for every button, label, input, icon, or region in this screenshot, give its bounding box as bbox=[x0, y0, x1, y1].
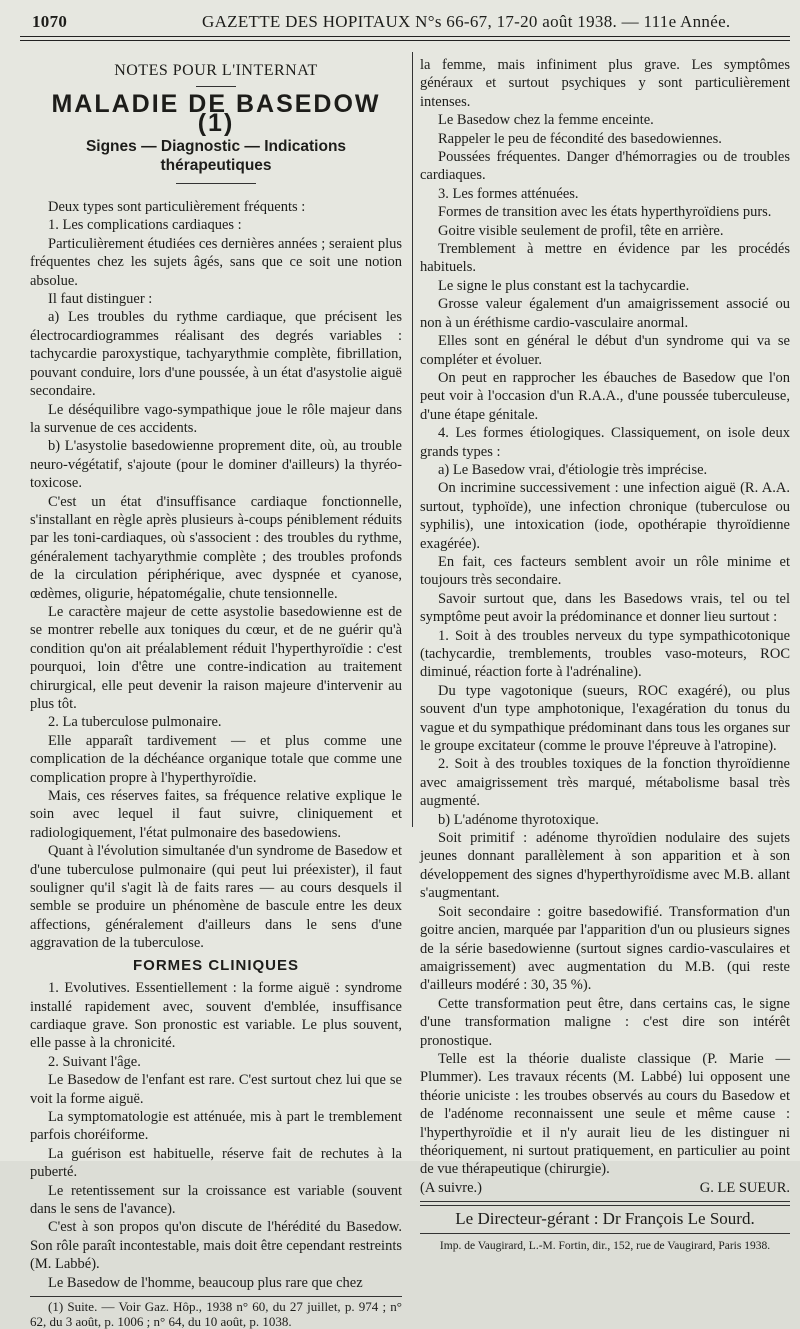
paragraph: La symptomatologie est atténuée, mis à part le tremblement parfois choréiforme. bbox=[30, 1108, 402, 1144]
paragraph: Quant à l'évolution simultanée d'un syndrome de Basedow et d'une tuberculose pulmonaire (qui peut lui préexister), il faut souligner qu'il s'agit là de faits rares — au cours desquels il semble se produire un phénomène de bascule entre les deux affections, généralement d'ailleurs dans le sens d'une aggravation de la tuberculose. bbox=[30, 843, 402, 952]
paragraph: Le Basedow chez la femme enceinte. bbox=[438, 112, 654, 129]
paragraph: Deux types sont particulièrement fréquents : bbox=[48, 199, 306, 216]
paragraph: 3. Les formes atténuées. bbox=[438, 185, 579, 202]
title-rule bbox=[196, 86, 236, 87]
author-signature: G. LE SUEUR. bbox=[699, 1179, 790, 1196]
paragraph: Le retentissement sur la croissance est variable (souvent dans le sens de l'avance). bbox=[30, 1182, 402, 1217]
article-title: MALADIE DE BASEDOW (1) bbox=[51, 90, 381, 137]
paragraph: Mais, ces réserves faites, sa fréquence relative explique le soin avec lequel il faut suivre, cliniquement et radiologiquement, l'état pulmonaire des basedowiens. bbox=[30, 788, 402, 841]
footnote-rule bbox=[30, 1296, 402, 1297]
end-rule-double bbox=[420, 1205, 790, 1206]
notes-heading: NOTES POUR L'INTERNAT bbox=[114, 62, 318, 79]
to-be-continued: (A suivre.) bbox=[420, 1179, 483, 1196]
paragraph: Rappeler le peu de fécondité des basedowiennes. bbox=[438, 130, 722, 147]
header-rule bbox=[20, 36, 790, 37]
paragraph: 1. Evolutives. Essentiellement : la forme aiguë : syndrome installé rapidement avec, souvent d'emblée, insuffisance cardiaque grave. Son pronostic est variable. Le plus souvent, elle passe à la chronicité. bbox=[30, 980, 402, 1052]
article-subtitle: Signes — Diagnostic — Indications thérapeutiques bbox=[85, 138, 347, 174]
director-rule bbox=[420, 1233, 790, 1234]
paragraph: La guérison est habituelle, réserve fait de rechutes à la puberté. bbox=[30, 1145, 402, 1181]
paragraph: Le caractère majeur de cette asystolie basedowienne est de se montrer rebelle aux toniques du cœur, et de ne guérir qu'à condition qu'on ait préalablement réduit l'hyperthyroïdie : c'est pourquoi, loin d'être une contre-indication au traitement chirurgical, elle peut devenir la raison majeure d'intervenir au plus tôt. bbox=[30, 603, 402, 712]
paragraph: Soit primitif : adénome thyroïdien nodulaire des sujets jeunes donnant parallèlement à son apparition et à son développement des signes d'hyperthyroïdisme avec M.B. allant s'augmentant. bbox=[420, 830, 790, 902]
page-number: 1070 bbox=[32, 12, 68, 31]
journal-title: GAZETTE DES HOPITAUX N°s 66-67, 17-20 août 1938. — 111e Année. bbox=[202, 12, 731, 31]
paragraph: Tremblement à mettre en évidence par les procédés habituels. bbox=[420, 241, 790, 276]
paragraph: b) L'adénome thyrotoxique. bbox=[438, 811, 599, 828]
paragraph: Le Basedow de l'enfant est rare. C'est surtout chez lui que se voit la forme aiguë. bbox=[30, 1072, 402, 1107]
paragraph: 1. Les complications cardiaques : bbox=[48, 217, 242, 234]
paragraph: Du type vagotonique (sueurs, ROC exagéré), ou plus souvent d'un type amphotonique, l'exagération du tonus du vague et du sympathique prédominant dans tous les organes sur le groupe excitateur (comme le prouve l'épreuve à l'atropine). bbox=[420, 682, 790, 755]
paragraph: Poussées fréquentes. Danger d'hémorragies ou de troubles cardiaques. bbox=[420, 149, 790, 184]
paragraph: 2. Soit à des troubles toxiques de la fonction thyroïdienne avec amaigrissement très marqué, métabolisme basal très augmenté. bbox=[420, 756, 790, 810]
paragraph: Particulièrement étudiées ces dernières années ; seraient plus fréquentes chez les sujets âgés, sans que ce soit une notion absolue. bbox=[30, 235, 402, 289]
section-heading: FORMES CLINIQUES bbox=[132, 956, 299, 974]
paragraph: a) Le Basedow vrai, d'étiologie très imprécise. bbox=[438, 461, 708, 478]
imprint: Imp. de Vaugirard, L.-M. Fortin, dir., 152, rue de Vaugirard, Paris 1938. bbox=[439, 1239, 771, 1252]
left-column bbox=[30, 62, 402, 1329]
paragraph: C'est un état d'insuffisance cardiaque fonctionnelle, s'installant en règle après plusieurs à-coups péniblement réduits par les toni-cardiaques, où s'associent : des troubles du rythme, généralement tachyarythmie complète ; des troubles profonds de la circulation périphérique, avec dyspnée et cyanose, œdèmes, oligurie, hépatomégalie, chute tensionnelle. bbox=[30, 493, 402, 602]
paragraph: Soit secondaire : goitre basedowifié. Transformation d'un goitre ancien, marquée par l'apparition d'un ou plusieurs signes de la série basedowienne (surtout signes cardio-vasculaires et amaigrissement) avec augmentation du M.B. (qui reste d'ailleurs modéré : 30, 35 %). bbox=[420, 903, 790, 994]
paragraph: b) L'asystolie basedowienne proprement dite, où, au trouble neuro-végétatif, s'ajoute (pour le dominer d'ailleurs) la thyréo-toxicose. bbox=[30, 438, 402, 492]
paragraph: Grosse valeur également d'un amaigrissement associé ou non à un éréthisme cardio-vasculaire anormal. bbox=[420, 296, 790, 331]
paragraph: Formes de transition avec les états hyperthyroïdiens purs. bbox=[438, 204, 772, 221]
director-line: Le Directeur-gérant : Dr François Le Sourd. bbox=[455, 1209, 755, 1229]
paragraph: 2. Suivant l'âge. bbox=[48, 1053, 141, 1070]
paragraph: Telle est la théorie dualiste classique (P. Marie — Plummer). Les travaux récents (M. Labbé) lui opposent une théorie uniciste : les troubes observés au cours du Basedow et de l'adénome reconnaissent une seule et même cause : l'hyperthyroïdie et il n'y aurait lieu de les distinguer ni théoriquement, ni surtout pratiquement, en particulier au point de vue thérapeutique (chirurgie). bbox=[420, 1050, 790, 1178]
running-header bbox=[22, 6, 787, 32]
paragraph: On incrimine successivement : une infection aiguë (R. A.A. surtout, typhoïde), une infection chronique (tuberculose ou syphilis), une intoxication (iode, opothérapie thyroïdienne exagérée). bbox=[420, 480, 790, 552]
column-divider bbox=[412, 52, 413, 827]
footnote: (1) Suite. — Voir Gaz. Hôp., 1938 n° 60, du 27 juillet, p. 974 ; n° 62, du 3 août, p. 1006 ; n° 64, du 10 août, p. 1038. bbox=[30, 1299, 402, 1329]
paragraph: 2. La tuberculose pulmonaire. bbox=[48, 714, 222, 731]
paragraph: 4. Les formes étiologiques. Classiquement, on isole deux grands types : bbox=[420, 425, 790, 460]
paragraph: Il faut distinguer : bbox=[48, 291, 153, 308]
paragraph: Elles sont en général le début d'un syndrome qui va se compléter et évoluer. bbox=[420, 333, 790, 368]
paragraph: 1. Soit à des troubles nerveux du type sympathicotonique (tachycardie, tremblements, troubles vaso-moteurs, ROC diminué, réaction forte à l'adrénaline). bbox=[420, 627, 790, 681]
paragraph: Savoir surtout que, dans les Basedows vrais, tel ou tel symptôme peut avoir la prédominance et donner lieu surtout : bbox=[420, 590, 790, 626]
paragraph: Goitre visible seulement de profil, tête en arrière. bbox=[438, 222, 724, 239]
paragraph: En fait, ces facteurs semblent avoir un rôle minime et toujours très secondaire. bbox=[420, 553, 790, 589]
paragraph: C'est à son propos qu'on discute de l'hérédité du Basedow. Son rôle paraît incontestable, mais doit être cependant restreints (M. Labbé). bbox=[30, 1219, 402, 1273]
paragraph: Le Basedow de l'homme, beaucoup plus rare que chez bbox=[48, 1274, 363, 1291]
paragraph: la femme, mais infiniment plus grave. Les symptômes généraux et surtout psychiques y sont particulièrement intenses. bbox=[420, 57, 790, 110]
paragraph: Le signe le plus constant est la tachycardie. bbox=[438, 277, 690, 294]
right-column bbox=[420, 56, 790, 1255]
signature-line bbox=[420, 1179, 790, 1197]
end-rule bbox=[420, 1201, 790, 1202]
paragraph: Cette transformation peut être, dans certains cas, le signe d'une transformation maligne : c'est dire son intérêt pronostique. bbox=[420, 995, 790, 1049]
paragraph: Le déséquilibre vago-sympathique joue le rôle majeur dans la survenue de ces accidents. bbox=[30, 401, 402, 436]
paragraph: On peut en rapprocher les ébauches de Basedow que l'on peut voir à l'occasion d'un R.A.A., d'une poussée tuberculeuse, d'une étape génitale. bbox=[420, 369, 790, 423]
paragraph: Elle apparaît tardivement — et plus comme une complication de la déchéance organique totale que comme une complication propre à l'hyperthyroïdie. bbox=[30, 732, 402, 786]
header-rule-double bbox=[20, 40, 790, 41]
paragraph: a) Les troubles du rythme cardiaque, que précisent les électrocardiogrammes réalisant des degrés variables : tachycardie paroxystique, tachyarythmie complète, fibrillation, pouvant conduire, lors d'une poussée, à un état d'asystolie aiguë secondaire. bbox=[30, 309, 402, 400]
subtitle-rule bbox=[176, 183, 256, 184]
